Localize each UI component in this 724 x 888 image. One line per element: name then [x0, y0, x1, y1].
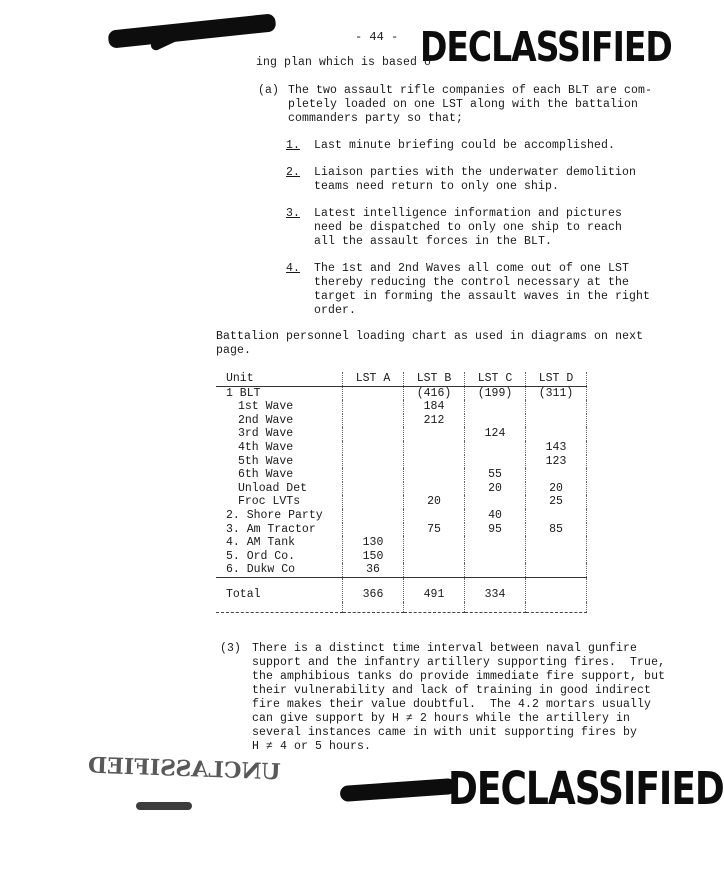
para-3-line: support and the infantry artillery supporting fires. True,	[252, 656, 666, 669]
header-unit: Unit	[216, 372, 343, 386]
table-cell: 150	[343, 550, 404, 564]
redaction-bar-bottom	[340, 778, 457, 802]
table-cell: 143	[526, 441, 587, 455]
table-cell: Unload Det	[238, 481, 308, 495]
table-cell: 491	[404, 577, 465, 601]
table-cell	[343, 495, 404, 509]
table-cell: 4th Wave	[238, 440, 294, 454]
table-cell: 6. Dukw Co	[226, 563, 296, 577]
table-row	[216, 455, 587, 469]
table-cell	[526, 427, 587, 441]
item-2-line: Liaison parties with the underwater demolition	[314, 166, 637, 179]
table-cell: 184	[404, 400, 465, 414]
item-4-line: thereby reducing the control necessary at the	[314, 276, 630, 289]
table-cell	[404, 468, 465, 482]
table-cell: 334	[465, 577, 526, 601]
para-3-line: can give support by H ≠ 2 hours while the artillery in	[252, 712, 631, 725]
table-row	[216, 482, 587, 496]
table-cell	[526, 414, 587, 428]
header-lst-c: LST C	[465, 372, 526, 386]
table-cell	[465, 550, 526, 564]
table-cell	[465, 455, 526, 469]
table-cell	[526, 468, 587, 482]
table-cell: Total	[216, 577, 343, 601]
declassified-stamp-top: DECLASSIFIED	[420, 22, 672, 71]
table-cell: 75	[404, 523, 465, 537]
table-cell: 36	[343, 563, 404, 577]
table-cell	[404, 441, 465, 455]
table-cell	[343, 509, 404, 523]
item-2-number: 2.	[286, 166, 301, 179]
item-3-line: Latest intelligence information and pictures	[314, 207, 623, 220]
table-cell	[343, 482, 404, 496]
table-cell: 85	[526, 523, 587, 537]
table-cell	[465, 563, 526, 577]
table-cell: 25	[526, 495, 587, 509]
table-cell: 1st Wave	[238, 400, 294, 414]
para-3-label: (3)	[220, 642, 242, 655]
loading-chart-table	[216, 372, 587, 613]
mirrored-stamp-bottom-left: UNCLASSIFIED	[87, 752, 282, 786]
table-cell: 123	[526, 455, 587, 469]
item-3-line: all the assault forces in the BLT.	[314, 235, 553, 248]
table-cell	[404, 482, 465, 496]
table-cell	[343, 468, 404, 482]
table-cell	[526, 563, 587, 577]
table-cell: 4. AM Tank	[226, 536, 296, 550]
table-row	[216, 509, 587, 523]
table-cell: 5. Ord Co.	[226, 549, 296, 563]
table-cell	[404, 455, 465, 469]
table-row	[216, 468, 587, 482]
item-4-line: order.	[314, 304, 357, 317]
redaction-bar-bottom-left	[136, 802, 192, 810]
table-cell	[526, 509, 587, 523]
table-row	[216, 523, 587, 537]
declassified-stamp-bottom: DECLASSIFIED	[448, 764, 724, 816]
table-row	[216, 536, 587, 550]
table-row	[216, 563, 587, 577]
chart-intro-line: Battalion personnel loading chart as used in diagrams on next	[216, 330, 644, 343]
table-cell: 124	[465, 427, 526, 441]
table-cell: 2. Shore Party	[226, 508, 323, 522]
table-cell: 20	[526, 482, 587, 496]
table-cell	[343, 386, 404, 400]
table-cell	[343, 414, 404, 428]
table-cell	[526, 550, 587, 564]
item-3-line: need be dispatched to only one ship to reach	[314, 221, 623, 234]
para-3-line: fire makes their value doubtful. The 4.2 mortars usually	[252, 698, 652, 711]
table-cell	[404, 427, 465, 441]
table-row	[216, 427, 587, 441]
header-lst-a: LST A	[343, 372, 404, 386]
item-4-line: The 1st and 2nd Waves all come out of one LST	[314, 262, 630, 275]
table-cell	[404, 509, 465, 523]
table-cell: (199)	[465, 386, 526, 400]
item-4-number: 4.	[286, 262, 301, 275]
chart-intro-line: page.	[216, 344, 252, 357]
table-cell	[465, 536, 526, 550]
table-cell: 20	[465, 482, 526, 496]
table-cell: 212	[404, 414, 465, 428]
table-cell: Froc LVTs	[238, 495, 301, 509]
para-3-line: H ≠ 4 or 5 hours.	[252, 740, 372, 753]
table-row	[216, 495, 587, 509]
table-cell: 130	[343, 536, 404, 550]
table-cell	[465, 400, 526, 414]
table-cell: (416)	[404, 386, 465, 400]
header-lst-b: LST B	[404, 372, 465, 386]
table-cell: 3. Am Tractor	[226, 522, 316, 536]
item-1-number: 1.	[286, 139, 301, 152]
table-cell: 55	[465, 468, 526, 482]
table-cell	[404, 550, 465, 564]
item-1-line: Last minute briefing could be accomplished.	[314, 139, 616, 152]
item-3-number: 3.	[286, 207, 301, 220]
table-cell	[465, 414, 526, 428]
table-cell	[526, 577, 587, 601]
table-cell: 3rd Wave	[238, 427, 294, 441]
table-cell	[465, 495, 526, 509]
table-cell: 95	[465, 523, 526, 537]
table-cell	[404, 536, 465, 550]
table-cell: 20	[404, 495, 465, 509]
para-a-label: (a)	[258, 84, 280, 97]
table-row	[216, 441, 587, 455]
para-3-line: There is a distinct time interval between naval gunfire	[252, 642, 638, 655]
table-cell	[526, 400, 587, 414]
table-cell	[343, 427, 404, 441]
table-cell	[343, 455, 404, 469]
table-cell	[404, 563, 465, 577]
table-row	[216, 550, 587, 564]
para-a-line: pletely loaded on one LST along with the battalion	[288, 98, 639, 111]
table-cell	[526, 536, 587, 550]
intro-line: ing plan which is based o	[256, 56, 432, 69]
table-cell: 6th Wave	[238, 468, 294, 482]
header-lst-d: LST D	[526, 372, 587, 386]
table-cell: 2nd Wave	[238, 413, 294, 427]
para-3-line: the amphibious tanks do provide immediate fire support, but	[252, 670, 666, 683]
item-2-line: teams need return to only one ship.	[314, 180, 560, 193]
table-cell: 5th Wave	[238, 454, 294, 468]
table-row	[216, 386, 587, 400]
table-cell: 1 BLT	[226, 386, 261, 400]
table-cell: (311)	[526, 386, 587, 400]
table-row	[216, 414, 587, 428]
para-3-line: several instances came in with unit supporting fires by	[252, 726, 638, 739]
table-total-row	[216, 577, 587, 601]
table-cell	[343, 441, 404, 455]
para-a-line: commanders party so that;	[288, 112, 464, 125]
table-header-row	[216, 372, 587, 386]
para-3-line: their vulnerability and lack of training in good indirect	[252, 684, 652, 697]
para-a-line: The two assault rifle companies of each BLT are com-	[288, 84, 653, 97]
redaction-bar	[108, 13, 277, 48]
item-4-line: target in forming the assault waves in the right	[314, 290, 651, 303]
table-cell	[343, 400, 404, 414]
table-cell: 40	[465, 509, 526, 523]
table-cell	[343, 523, 404, 537]
table-cell: 366	[343, 577, 404, 601]
page-number: - 44 -	[355, 30, 399, 44]
table-bottom-rule	[216, 602, 587, 613]
table-row	[216, 400, 587, 414]
table-cell	[465, 441, 526, 455]
